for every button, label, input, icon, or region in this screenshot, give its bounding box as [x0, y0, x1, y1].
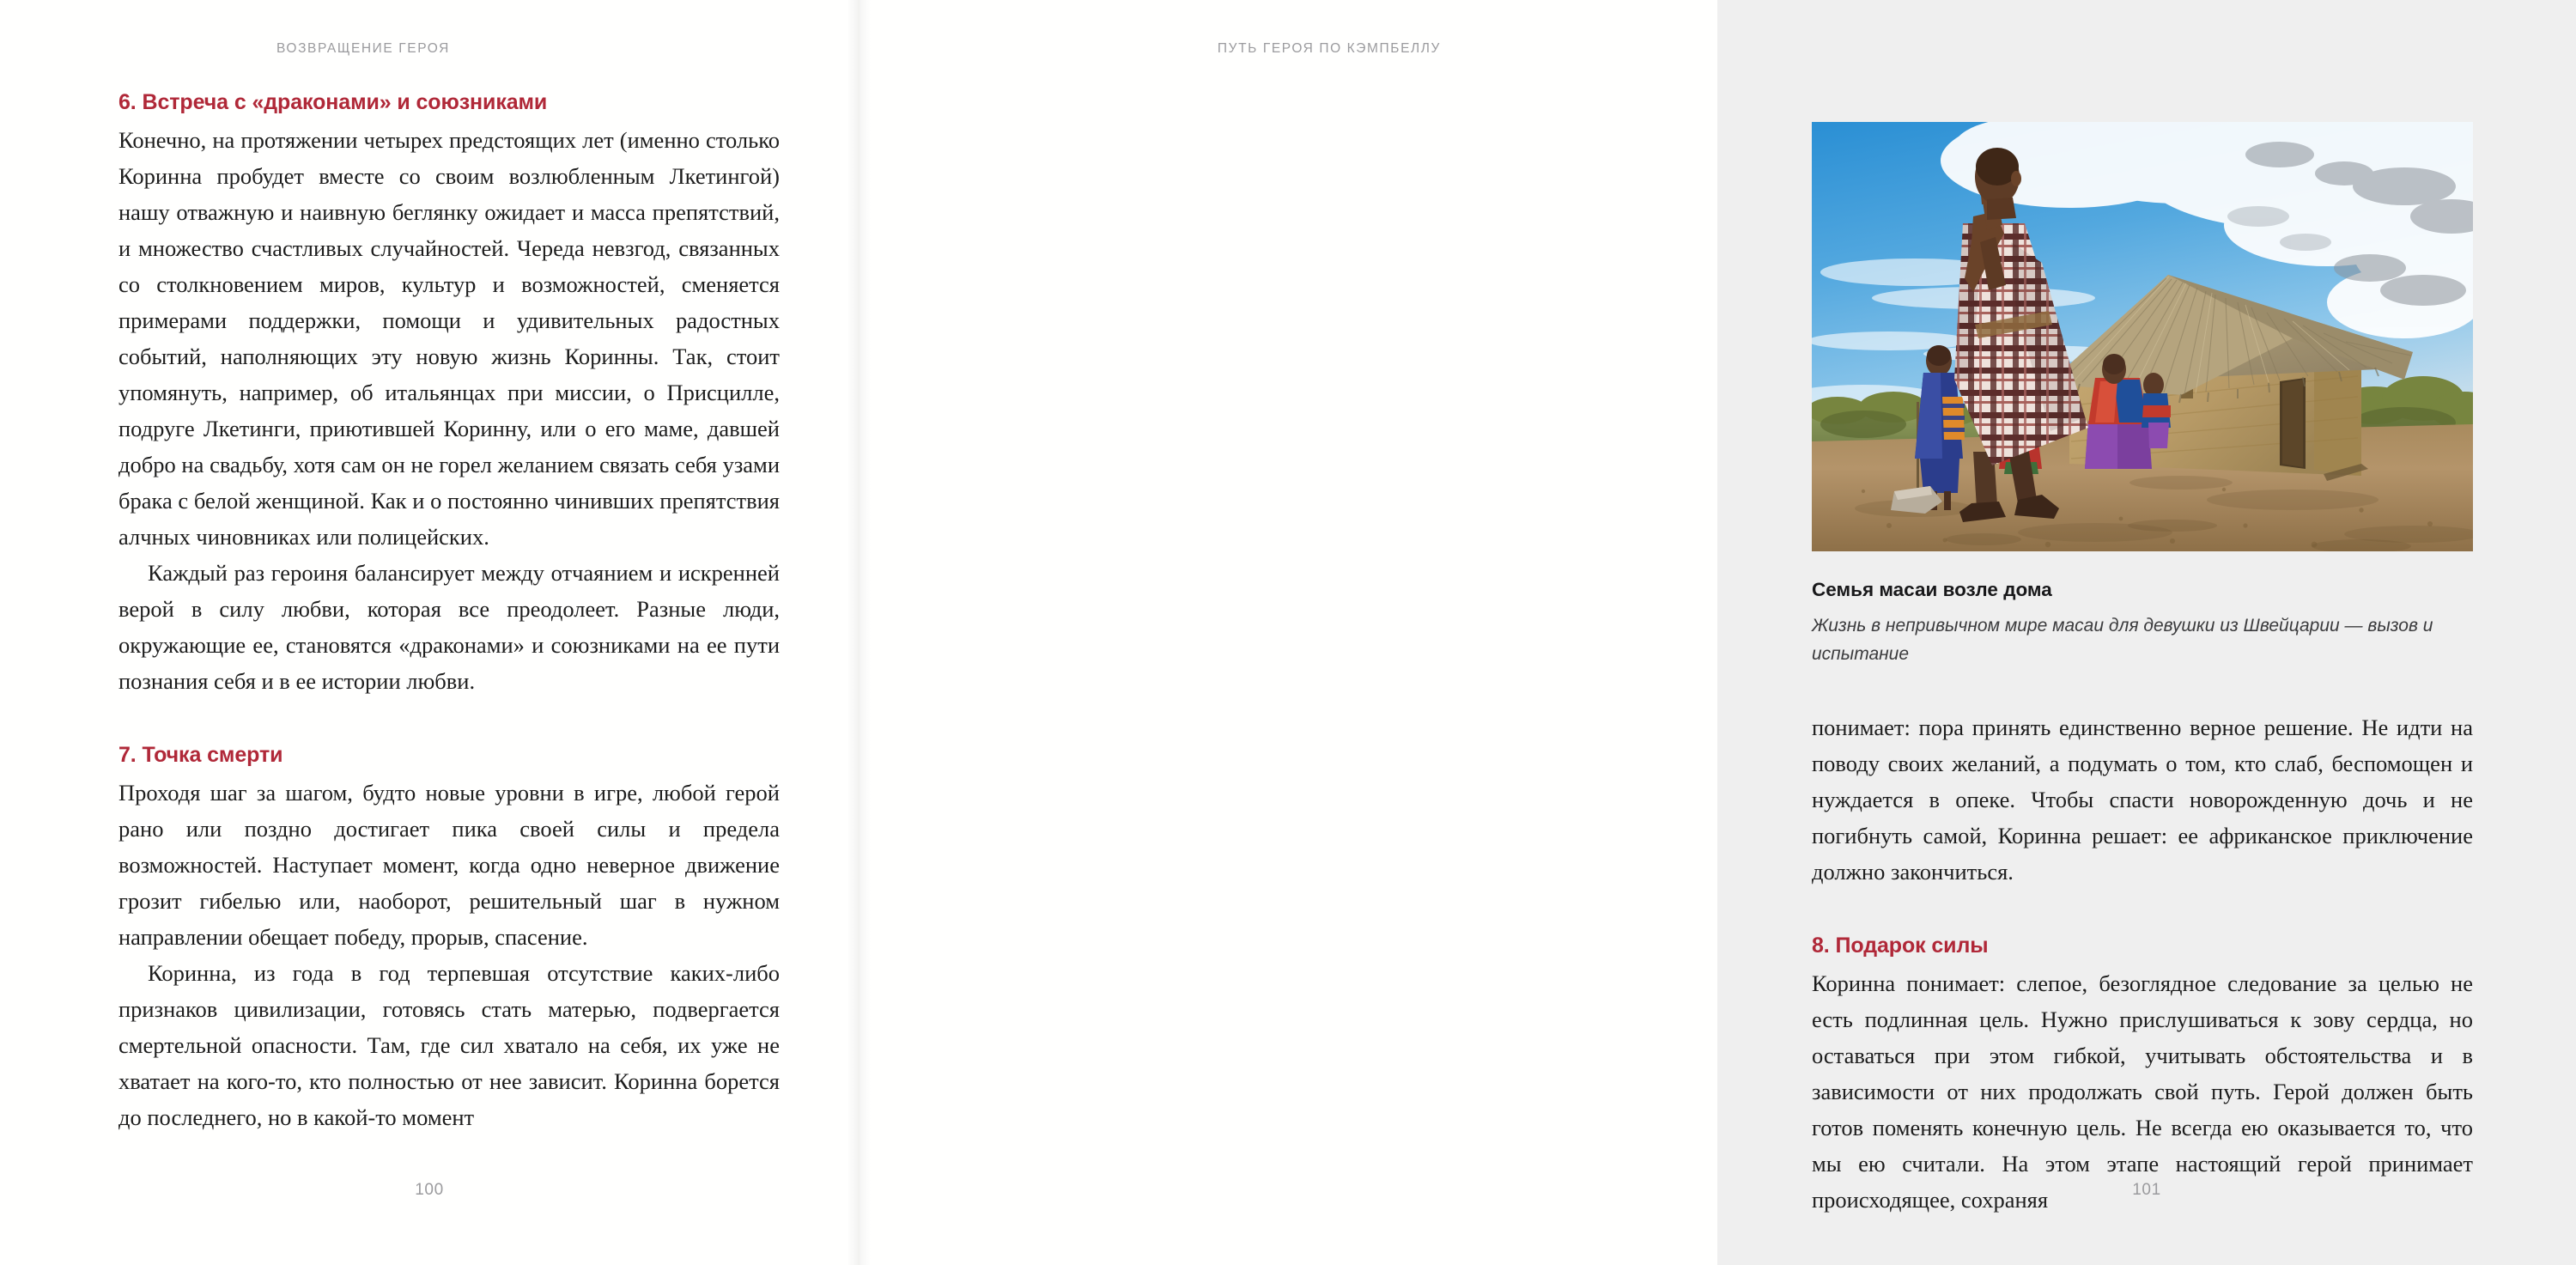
- section-heading-8: 8. Подарок силы: [1812, 934, 1989, 958]
- figure-caption-subtitle: Жизнь в непривычном мире масаи для девушки из Швейцарии — вызов и испытание: [1812, 616, 2433, 665]
- right-page: [859, 0, 2473, 1265]
- paragraph-6-2: Каждый раз героиня балансирует между отчаянием и искренней верой в силу любви, которая все преодолеет. Разные люди, окружающие ее, становятся «драконами» и союзниками на ее пути познания себя и в ее истории любви.: [118, 560, 780, 694]
- page-number-right: 101: [2132, 1181, 2161, 1199]
- paragraph-8-1: Коринна понимает: слепое, безоглядное следование за целью не есть подлинная цель. Нужно прислушиваться к зову сердца, но оставаться при этом гибкой, учитывать обстоятельства и в зависимости от них продолжать свой путь. Герой должен быть готов поменять конечную цель. Не всегда ею оказывается то, что мы ею считали. На этом этапе настоящий герой принимает происходящее, сохраняя: [1812, 970, 2473, 1213]
- photo-illustration: [1812, 122, 2473, 551]
- left-page: [0, 0, 859, 1265]
- left-text-column: [118, 89, 780, 1135]
- figure-caption-title: Семья масаи возле дома: [1812, 579, 2052, 600]
- paragraph-7-2: Коринна, из года в год терпевшая отсутствие каких-либо признаков цивилизации, готовясь стать матерью, подвергается смертельной опасности. Там, где сил хватало на себя, их уже не хватает на кого-то, кто полностью от нее зависит. Коринна борется до последнего, но в какой-то момент: [118, 960, 780, 1130]
- paragraph-6-1: Конечно, на протяжении четырех предстоящих лет (именно столько Коринна пробудет вместе со своим возлюбленным Лкетингой) нашу отважную и наивную беглянку ожидает и масса препятствий, и множество счастливых случайностей. Череда невзгод, связанных со столкновением миров, культур и возможностей, сменяется примерами поддержки, помощи и удивительных радостных событий, наполняющих эту новую жизнь Коринны. Так, стоит упомянуть, например, об итальянцах при миссии, о Присцилле, подруге Лкетинги, приютившей Коринну, или о его маме, давшей добро на свадьбу, хотя сам он не горел желанием связать себя узами брака с белой женщиной. Как и о постоянно чинивших препятствия алчных чиновниках или полицейских.: [118, 127, 780, 550]
- right-text-column: [1812, 122, 2473, 1218]
- page-number-left: 100: [415, 1181, 444, 1199]
- section-heading-6: 6. Встреча с «драконами» и союзниками: [118, 90, 548, 114]
- running-header-left: ВОЗВРАЩЕНИЕ ГЕРОЯ: [276, 41, 450, 56]
- paragraph-continuation: понимает: пора принять единственно верное решение. Не идти на поводу своих желаний, а подумать о том, кто слаб, беспомощен и нуждается в опеке. Чтобы спасти новорожденную дочь и не погибнуть самой, Коринна решает: ее африканское приключение должно закончиться.: [1812, 715, 2473, 885]
- maasai-family-near-house-photo: [1812, 122, 2473, 551]
- paragraph-7-1: Проходя шаг за шагом, будто новые уровни в игре, любой герой рано или поздно достигает пика своей силы и предела возможностей. Наступает момент, когда одно неверное движение грозит гибелью или, наоборот, решительный шаг в нужном направлении обещает победу, прорыв, спасение.: [118, 780, 780, 950]
- section-heading-7: 7. Точка смерти: [118, 743, 283, 767]
- running-header-right: ПУТЬ ГЕРОЯ ПО КЭМПБЕЛЛУ: [1217, 41, 1441, 56]
